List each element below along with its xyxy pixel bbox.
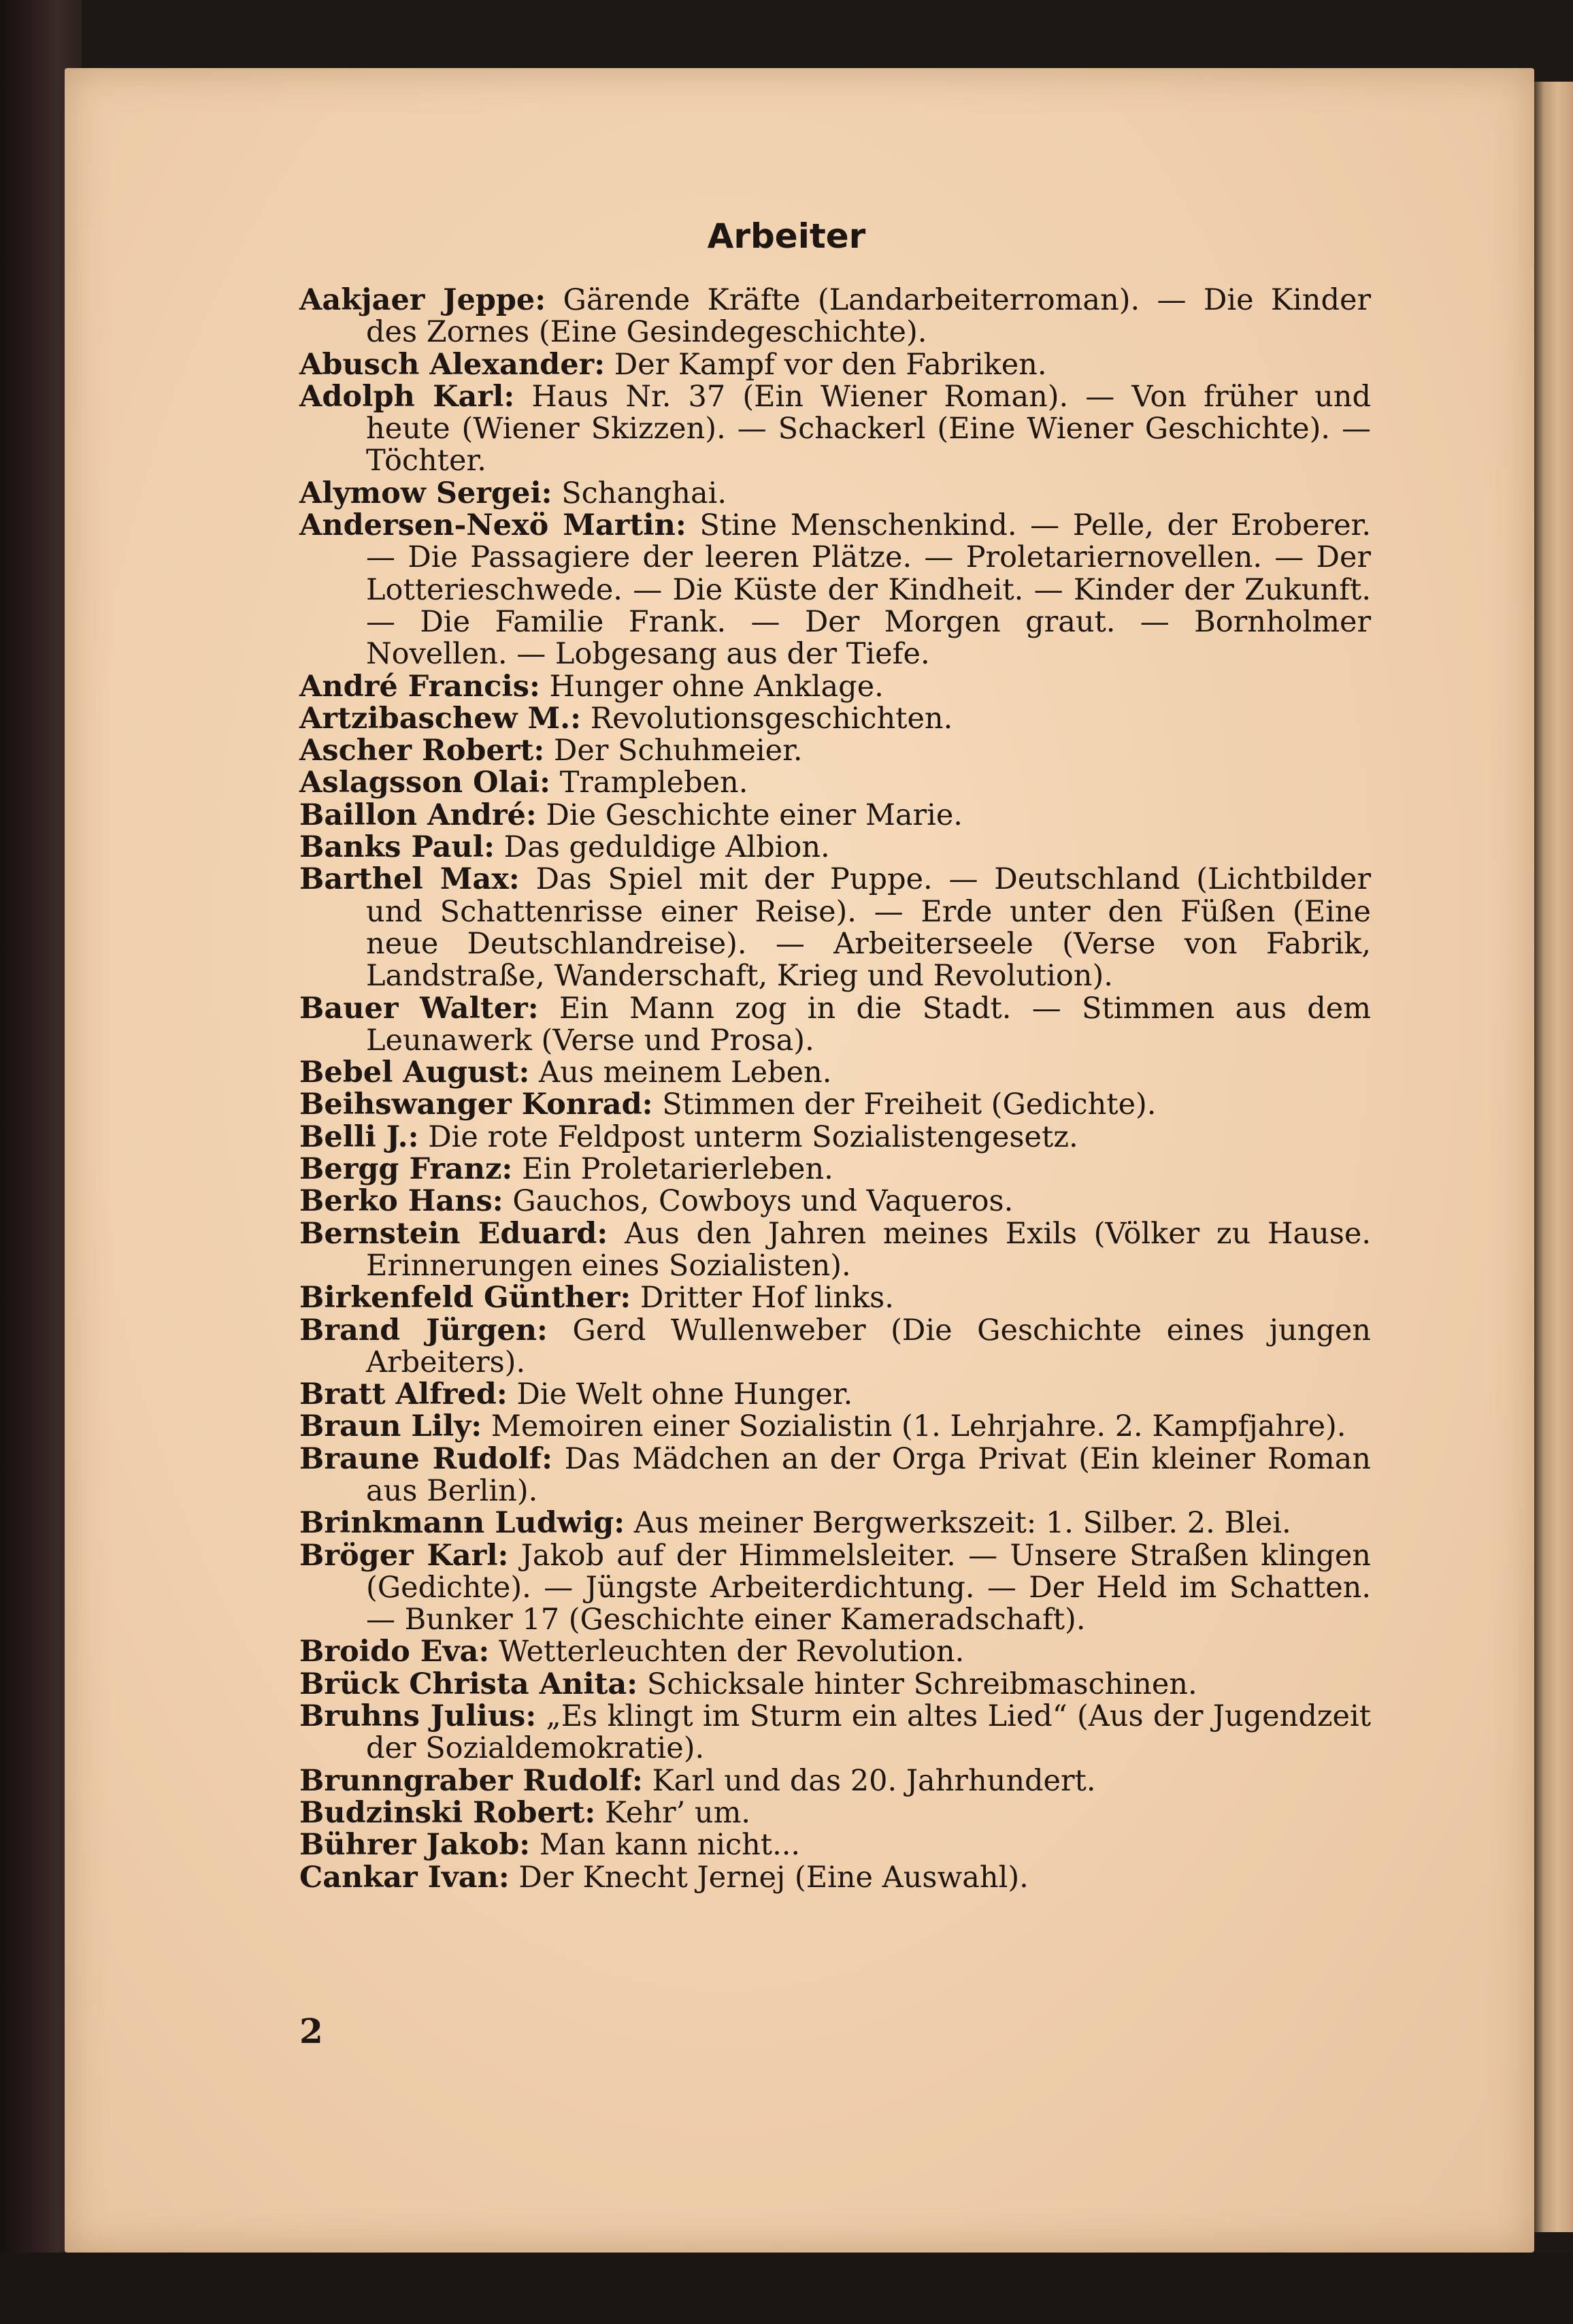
- bibliography-entry: [299, 1057, 1371, 1089]
- bibliography-entry: [299, 1443, 1371, 1508]
- entry-works: Aus meinem Leben.: [539, 1055, 832, 1090]
- entry-author: Braun Lily:: [299, 1409, 482, 1444]
- entry-author: Banks Paul:: [299, 830, 495, 865]
- entry-works: Haus Nr. 37 (Ein Wiener Roman). — Von früher und heute (Wiener Skizzen). — Schackerl (Eine Wiener Geschichte). — Töchter.: [366, 379, 1372, 478]
- entry-author: Budzinski Robert:: [299, 1795, 596, 1830]
- entry-works: Jakob auf der Himmelsleiter. — Unsere Straßen klingen (Gedichte). — Jüngste Arbeiterdichtung. — Der Held im Schatten. — Bunker 17 (Geschichte einer Kameradschaft).: [366, 1538, 1372, 1637]
- entry-works: Ein Proletarierleben.: [521, 1152, 833, 1187]
- bibliography-entry: [299, 1669, 1371, 1701]
- entry-works: Karl und das 20. Jahrhundert.: [652, 1763, 1096, 1798]
- entry-author: Bauer Walter:: [299, 991, 539, 1026]
- bibliography-entry: [299, 1765, 1371, 1797]
- entry-author: Beihswanger Konrad:: [299, 1087, 653, 1122]
- entry-author: Bührer Jakob:: [299, 1828, 531, 1863]
- entry-works: Gauchos, Cowboys und Vaqueros.: [512, 1184, 1014, 1219]
- scan-background: [0, 2253, 1573, 2324]
- entry-author: André Francis:: [299, 669, 540, 704]
- bibliography-entry: [299, 671, 1371, 703]
- entry-author: Aakjaer Jeppe:: [299, 283, 546, 317]
- bibliography-entry: [299, 767, 1371, 799]
- bibliography-entry: [299, 1829, 1371, 1861]
- bibliography-entry: [299, 1862, 1371, 1894]
- entry-author: Birkenfeld Günther:: [299, 1281, 631, 1315]
- entry-author: Brinkmann Ludwig:: [299, 1506, 625, 1541]
- entry-author: Bergg Franz:: [299, 1152, 513, 1187]
- entry-author: Abusch Alexander:: [299, 347, 606, 382]
- entry-works: Die rote Feldpost unterm Sozialistengesetz.: [428, 1119, 1078, 1154]
- entry-works: Das geduldige Albion.: [503, 830, 830, 865]
- entry-works: Memoiren einer Sozialistin (1. Lehrjahre. 2. Kampfjahre).: [491, 1409, 1346, 1444]
- entry-works: Gerd Wullenweber (Die Geschichte eines jungen Arbeiters).: [366, 1313, 1372, 1379]
- bibliography-list: [299, 284, 1371, 1894]
- entry-author: Brunngraber Rudolf:: [299, 1763, 643, 1798]
- bibliography-entry: [299, 864, 1371, 992]
- entry-works: Ein Mann zog in die Stadt. — Stimmen aus dem Leunawerk (Verse und Prosa).: [366, 991, 1371, 1058]
- bibliography-entry: [299, 1507, 1371, 1539]
- entry-works: Die Welt ohne Hunger.: [516, 1377, 853, 1412]
- entry-works: Der Schuhmeier.: [553, 734, 803, 768]
- entry-author: Bebel August:: [299, 1055, 530, 1090]
- entry-author: Bernstein Eduard:: [299, 1216, 608, 1251]
- bibliography-entry: [299, 1379, 1371, 1411]
- entry-author: Bröger Karl:: [299, 1538, 509, 1573]
- entry-author: Brück Christa Anita:: [299, 1667, 638, 1701]
- entry-author: Broido Eva:: [299, 1635, 490, 1669]
- bibliography-entry: [299, 1119, 1371, 1154]
- entry-author: Baillon André:: [299, 798, 537, 832]
- entry-author: Berko Hans:: [299, 1184, 503, 1219]
- entry-works: Wetterleuchten der Revolution.: [498, 1635, 965, 1669]
- entry-author: Andersen-Nexö Martin:: [299, 508, 686, 543]
- entry-author: Braune Rudolf:: [299, 1441, 553, 1476]
- bibliography-entry: [299, 1540, 1371, 1637]
- bibliography-entry: [299, 510, 1371, 670]
- entry-works: Hunger ohne Anklage.: [549, 669, 884, 704]
- bibliography-entry: [299, 1636, 1371, 1668]
- entry-works: Trampleben.: [559, 766, 748, 800]
- entry-author: Brand Jürgen:: [299, 1313, 548, 1347]
- entry-works: Stine Menschenkind. — Pelle, der Eroberer. — Die Passagiere der leeren Plätze. — Proletariernovellen. — Der Lotterieschwede. — Die Küste der Kindheit. — Kinder der Zukunft. — Die Familie Frank. — Der Morgen graut. — Bornholmer Novellen. — Lobgesang aus der Tiefe.: [366, 508, 1372, 672]
- entry-works: „Es klingt im Sturm ein altes Lied“ (Aus der Jugendzeit der Sozialdemokratie).: [366, 1699, 1371, 1766]
- entry-works: Revolutionsgeschichten.: [590, 701, 953, 736]
- bibliography-entry: [299, 832, 1371, 864]
- bibliography-entry: [299, 1218, 1371, 1283]
- entry-author: Bruhns Julius:: [299, 1699, 537, 1734]
- entry-author: Adolph Karl:: [299, 379, 515, 414]
- entry-works: Das Spiel mit der Puppe. — Deutschland (Lichtbilder und Schattenrisse einer Reise). — Erde unter den Füßen (Eine neue Deutschlandreise). — Arbeiterseele (Verse von Fabrik, Landstraße, Wanderschaft, Krieg und Revolution).: [366, 862, 1372, 994]
- bibliography-entry: [299, 1701, 1371, 1765]
- entry-works: Aus meiner Bergwerkszeit: 1. Silber. 2. Blei.: [633, 1506, 1291, 1541]
- bibliography-entry: [299, 478, 1371, 510]
- entry-author: Alymow Sergei:: [299, 476, 552, 510]
- entry-author: Artzibaschew M.:: [299, 701, 582, 736]
- page-number: 2: [299, 2011, 323, 2051]
- bibliography-entry: [299, 1797, 1371, 1829]
- entry-works: Schanghai.: [561, 476, 727, 510]
- entry-author: Belli J.:: [299, 1119, 419, 1154]
- bibliography-entry: [299, 993, 1371, 1058]
- entry-author: Ascher Robert:: [299, 734, 545, 768]
- bibliography-entry: [299, 381, 1371, 478]
- bibliography-entry: [299, 1282, 1371, 1314]
- entry-works: Kehr’ um.: [604, 1795, 751, 1830]
- entry-author: Barthel Max:: [299, 862, 520, 897]
- bibliography-entry: [299, 284, 1371, 349]
- section-title: Arbeiter: [707, 216, 866, 256]
- bibliography-entry: [299, 703, 1371, 735]
- bibliography-entry: [299, 1411, 1371, 1443]
- entry-works: Die Geschichte einer Marie.: [546, 798, 963, 832]
- entry-works: Gärende Kräfte (Landarbeiterroman). — Die Kinder des Zornes (Eine Gesindegeschichte).: [366, 283, 1371, 350]
- bibliography-entry: [299, 1185, 1371, 1217]
- entry-author: Cankar Ivan:: [299, 1860, 510, 1895]
- bibliography-entry: [299, 349, 1371, 381]
- bibliography-entry: [299, 1315, 1371, 1379]
- entry-works: Stimmen der Freiheit (Gedichte).: [662, 1087, 1157, 1122]
- entry-works: Aus den Jahren meines Exils (Völker zu Hause. Erinnerungen eines Sozialisten).: [366, 1216, 1372, 1283]
- bibliography-entry: [299, 1153, 1371, 1185]
- bibliography-entry: [299, 735, 1371, 767]
- entry-works: Der Kampf vor den Fabriken.: [614, 347, 1047, 382]
- entry-author: Bratt Alfred:: [299, 1377, 508, 1412]
- entry-works: Der Knecht Jernej (Eine Auswahl).: [518, 1860, 1029, 1895]
- entry-works: Man kann nicht...: [539, 1828, 801, 1863]
- entry-author: Aslagsson Olai:: [299, 766, 551, 800]
- entry-works: Schicksale hinter Schreibmaschinen.: [646, 1667, 1197, 1701]
- bibliography-entry: [299, 1089, 1371, 1121]
- entry-works: Dritter Hof links.: [640, 1281, 894, 1315]
- entry-works: Das Mädchen an der Orga Privat (Ein kleiner Roman aus Berlin).: [366, 1441, 1371, 1508]
- bibliography-entry: [299, 800, 1371, 832]
- adjacent-page-edge: [1534, 82, 1573, 2232]
